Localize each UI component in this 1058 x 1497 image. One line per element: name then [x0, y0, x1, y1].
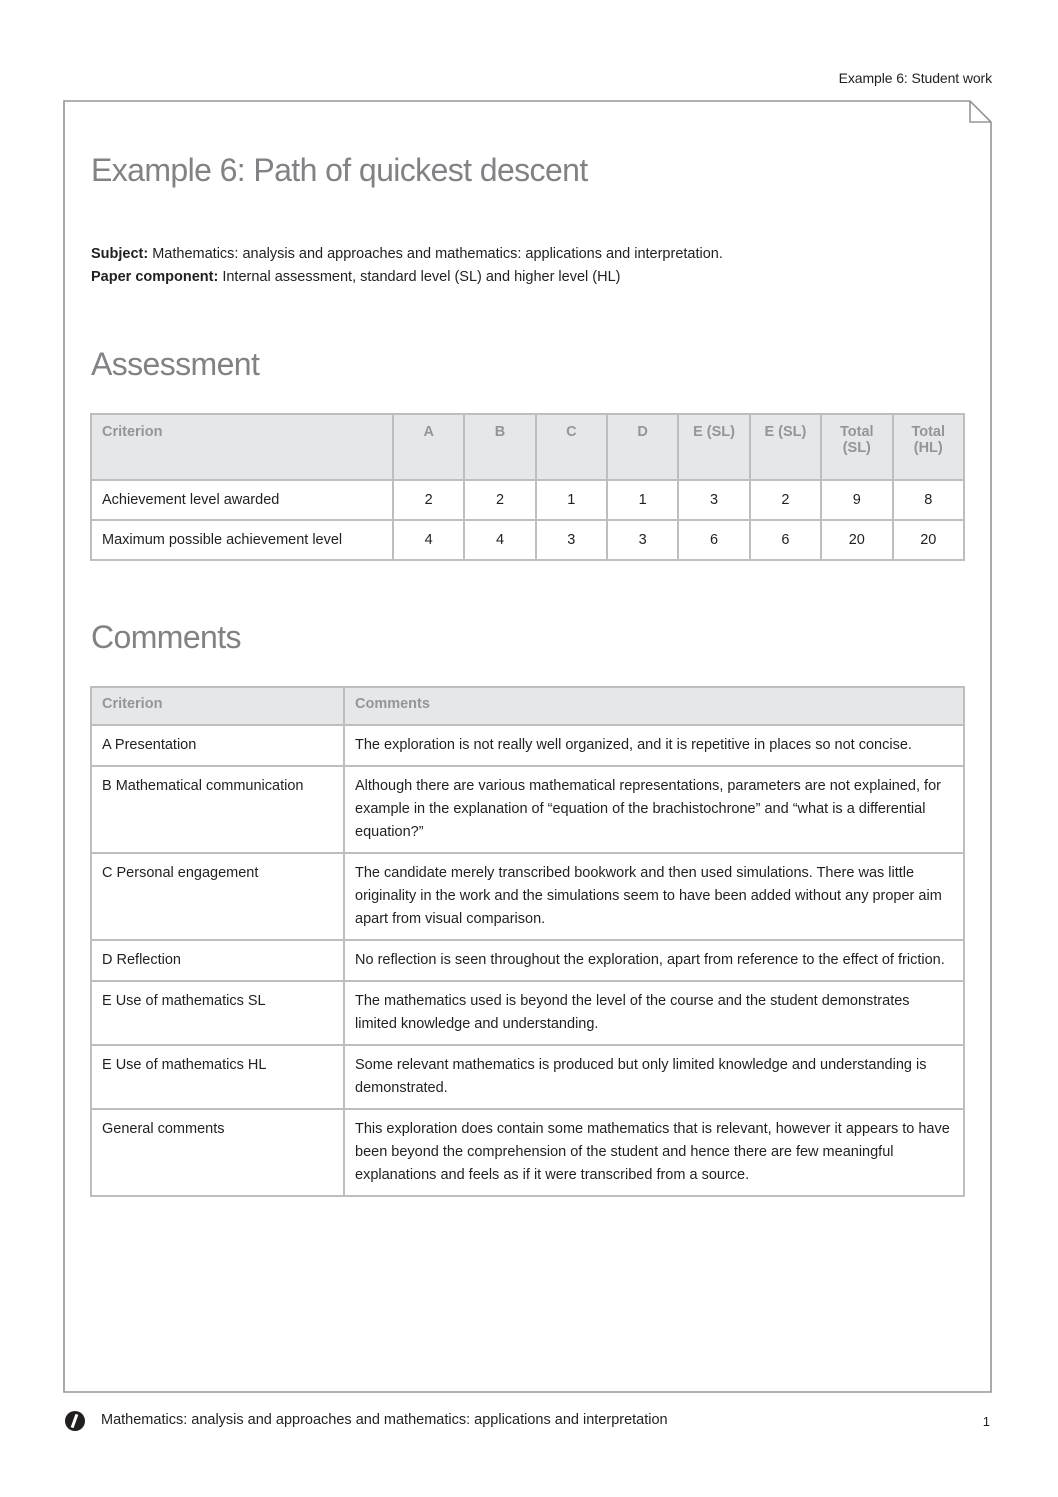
- criterion-cell: B Mathematical communication: [91, 766, 344, 853]
- table-cell: 6: [750, 520, 821, 560]
- table-row: [91, 480, 964, 520]
- running-head: Example 6: Student work: [838, 70, 992, 86]
- column-header: D: [607, 414, 678, 480]
- table-row: [91, 725, 964, 766]
- column-header: A: [393, 414, 464, 480]
- comments-heading: Comments: [91, 619, 241, 655]
- table-row: [91, 766, 964, 853]
- column-header: E (SL): [750, 414, 821, 480]
- subject-line: [91, 243, 723, 266]
- footer-text: Mathematics: analysis and approaches and mathematics: applications and interpretation: [101, 1412, 668, 1428]
- row-label: Maximum possible achievement level: [91, 520, 393, 560]
- component-line: [91, 266, 723, 289]
- table-cell: 1: [607, 480, 678, 520]
- table-cell: 4: [393, 520, 464, 560]
- table-cell: 2: [393, 480, 464, 520]
- subject-value: Mathematics: analysis and approaches and mathematics: applications and interpretation.: [148, 246, 723, 262]
- criterion-cell: D Reflection: [91, 940, 344, 981]
- table-row: [91, 1045, 964, 1109]
- table-cell: 3: [536, 520, 607, 560]
- assessment-table: [90, 413, 965, 561]
- table-cell: 3: [607, 520, 678, 560]
- comment-cell: The candidate merely transcribed bookwork and then used simulations. There was little originality in the work and the simulations seem to have been added without any proper aim apart from visual comparison.: [344, 853, 964, 940]
- column-header: E (SL): [678, 414, 749, 480]
- criterion-cell: E Use of mathematics HL: [91, 1045, 344, 1109]
- table-cell: 2: [750, 480, 821, 520]
- ib-logo-icon: [65, 1411, 85, 1431]
- table-row: [91, 940, 964, 981]
- comments-header-row: [91, 687, 964, 725]
- component-value: Internal assessment, standard level (SL) and higher level (HL): [218, 269, 621, 285]
- table-cell: 20: [893, 520, 964, 560]
- table-row: [91, 520, 964, 560]
- table-cell: 9: [821, 480, 892, 520]
- table-row: [91, 853, 964, 940]
- comment-cell: Some relevant mathematics is produced but only limited knowledge and understanding is demonstrated.: [344, 1045, 964, 1109]
- table-row: [91, 981, 964, 1045]
- comment-cell: The exploration is not really well organized, and it is repetitive in places so not concise.: [344, 725, 964, 766]
- document-meta: [91, 243, 723, 289]
- column-header: Comments: [344, 687, 964, 725]
- column-header: Total (SL): [821, 414, 892, 480]
- column-header: Criterion: [91, 687, 344, 725]
- criterion-cell: E Use of mathematics SL: [91, 981, 344, 1045]
- criterion-cell: C Personal engagement: [91, 853, 344, 940]
- column-header: B: [464, 414, 535, 480]
- subject-label: Subject:: [91, 246, 149, 262]
- table-cell: 6: [678, 520, 749, 560]
- column-header: Criterion: [91, 414, 393, 480]
- table-cell: 4: [464, 520, 535, 560]
- comment-cell: This exploration does contain some mathematics that is relevant, however it appears to have been beyond the comprehension of the student and hence there are few meaningful explanations and feels as if it were transcribed from a source.: [344, 1109, 964, 1196]
- table-cell: 1: [536, 480, 607, 520]
- page-title: Example 6: Path of quickest descent: [91, 152, 588, 188]
- comments-table: [90, 686, 965, 1197]
- comment-cell: Although there are various mathematical representations, parameters are not explained, for example in the explanation of “equation of the brachistochrone” and “what is a differential equation?”: [344, 766, 964, 853]
- table-cell: 20: [821, 520, 892, 560]
- comment-cell: The mathematics used is beyond the level of the course and the student demonstrates limited knowledge and understanding.: [344, 981, 964, 1045]
- criterion-cell: A Presentation: [91, 725, 344, 766]
- table-cell: 3: [678, 480, 749, 520]
- comment-cell: No reflection is seen throughout the exploration, apart from reference to the effect of friction.: [344, 940, 964, 981]
- assessment-header-row: [91, 414, 964, 480]
- assessment-heading: Assessment: [91, 346, 260, 382]
- table-cell: 8: [893, 480, 964, 520]
- table-row: [91, 1109, 964, 1196]
- column-header: C: [536, 414, 607, 480]
- criterion-cell: General comments: [91, 1109, 344, 1196]
- component-label: Paper component:: [91, 269, 219, 285]
- column-header: Total (HL): [893, 414, 964, 480]
- page-number: 1: [982, 1414, 990, 1429]
- row-label: Achievement level awarded: [91, 480, 393, 520]
- table-cell: 2: [464, 480, 535, 520]
